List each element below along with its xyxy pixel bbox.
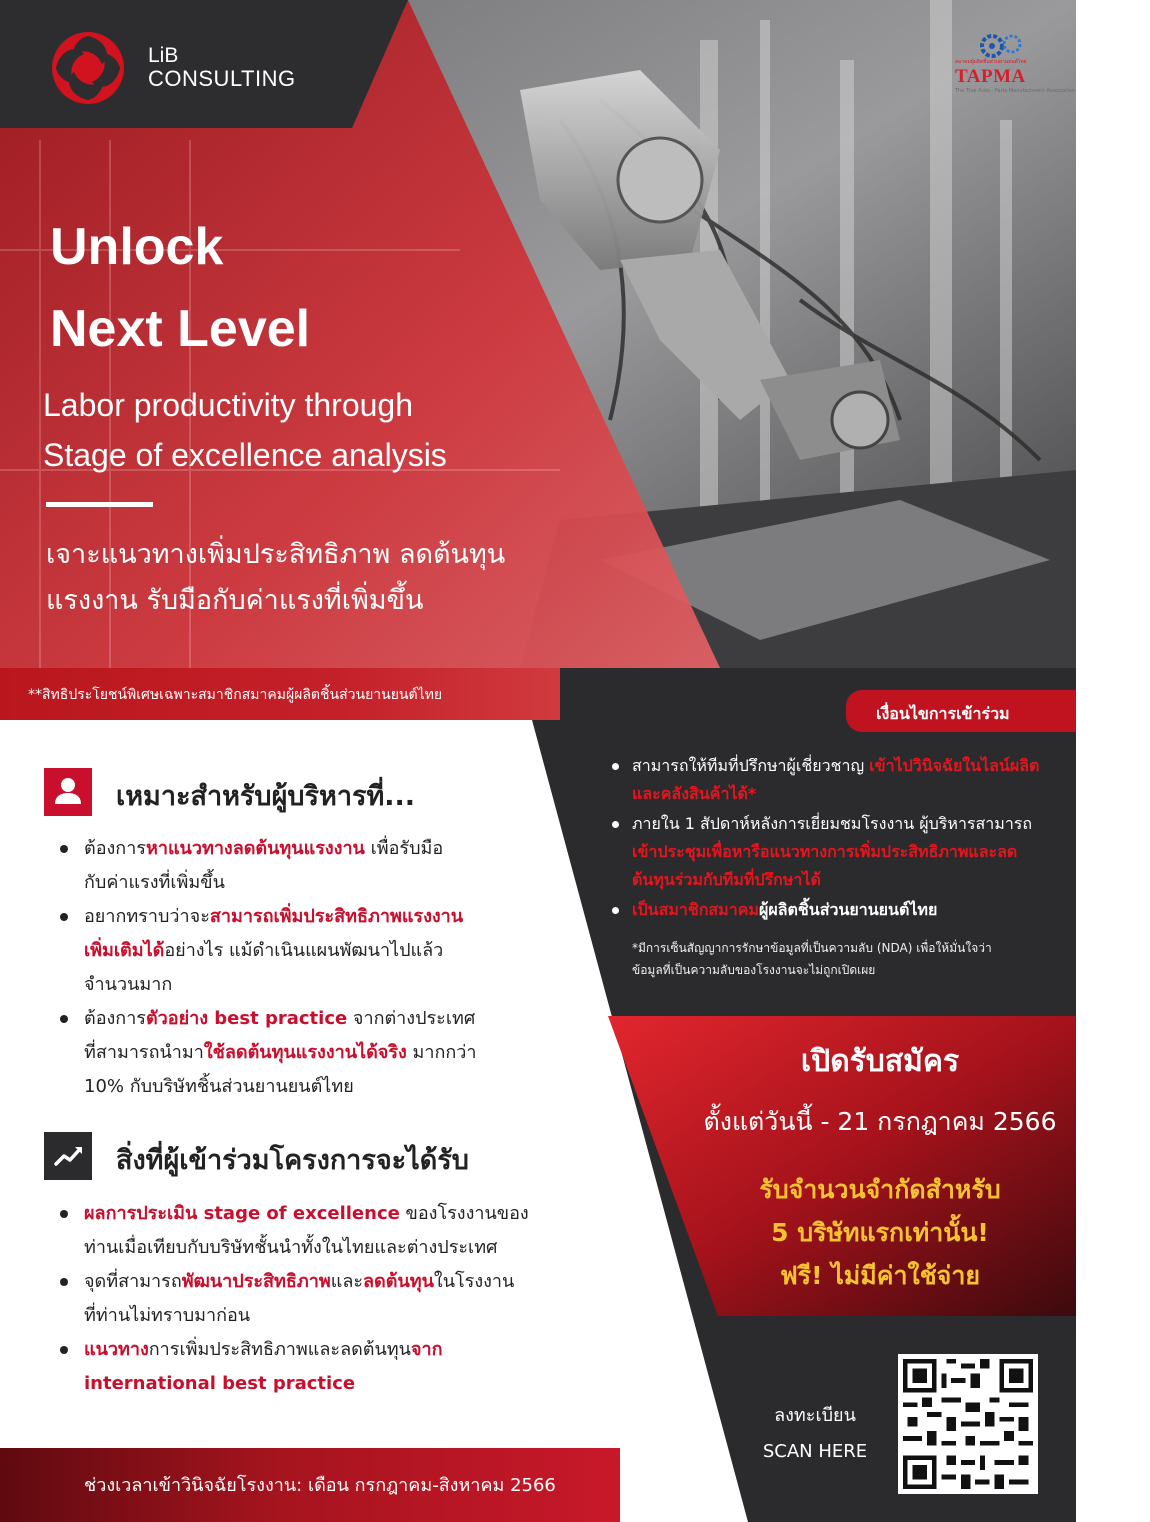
list-item: ภายใน 1 สัปดาห์หลังการเยี่ยมชมโรงงาน ผู้บริหารสามารถเข้าประชุมเพื่อหารือแนวทางการเพิ่มประสิทธิภาพและลดต้นทุนร่วมกับทีมที่ปรึกษาได้ [610, 810, 1050, 894]
registration-date: ตั้งแต่วันนี้ - 21 กรกฎาคม 2566 [703, 1107, 1057, 1136]
list-item: ผลการประเมิน stage of excellence ของโรงงานของ ท่านเมื่อเทียบกับบริษัทชั้นนำทั้งในไทยและต่างประเทศ [58, 1197, 628, 1265]
subheadline [43, 380, 447, 480]
thai-tagline-line-1: เจาะแนวทางเพิ่มประสิทธิภาพ ลดต้นทุน [46, 539, 506, 570]
divider [46, 502, 153, 507]
suitable-section-title: เหมาะสำหรับผู้บริหารที่... [116, 781, 416, 812]
tapma-wordmark: TAPMA [955, 66, 1026, 87]
swirl-logo-icon [50, 30, 126, 106]
brand-line-1: LiB [148, 44, 179, 68]
scan-label: ลงทะเบียน SCAN HERE [762, 1405, 868, 1462]
trend-up-icon [44, 1132, 92, 1180]
list-item: สามารถให้ทีมที่ปรึกษาผู้เชี่ยวชาญ เข้าไปวินิจฉัยในไลน์ผลิตและคลังสินค้าได้* [610, 752, 1050, 808]
list-item: ต้องการตัวอย่าง best practice จากต่างประเทศ ที่สามารถนำมาใช้ลดต้นทุนแรงงานได้จริง มากกว่า 10% กับบริษัทชิ้นส่วนยานยนต์ไทย [58, 1002, 598, 1104]
brand-line-2: CONSULTING [148, 66, 296, 92]
footer-bar [0, 1448, 620, 1522]
thai-tagline [46, 532, 606, 624]
benefits-list [58, 1197, 628, 1401]
tapma-thai-name: สมาคมผู้ผลิตชิ้นส่วนยานยนต์ไทย [955, 59, 1027, 65]
conditions-label-text: เงื่อนไขการเข้าร่วม [876, 704, 1010, 723]
benefits-section-title: สิ่งที่ผู้เข้าร่วมโครงการจะได้รับ [116, 1145, 469, 1176]
suitable-list [58, 832, 598, 1104]
registration-title: เปิดรับสมัคร [800, 1044, 960, 1079]
list-item: แนวทางการเพิ่มประสิทธิภาพและลดต้นทุนจาก international best practice [58, 1333, 628, 1401]
list-item: เป็นสมาชิกสมาคมผู้ผลิตชิ้นส่วนยานยนต์ไทย [610, 896, 1050, 924]
member-benefit-note: **สิทธิประโยชน์พิเศษเฉพาะสมาชิกสมาคมผู้ผลิตชิ้นส่วนยานยนต์ไทย [28, 687, 443, 703]
hero-banner [0, 0, 1076, 668]
qr-code-icon[interactable] [898, 1354, 1038, 1494]
conditions-list [610, 752, 1050, 926]
subhead-line-2: Stage of excellence analysis [43, 437, 447, 473]
lib-consulting-logo [50, 30, 296, 106]
subhead-line-1: Labor productivity through [43, 387, 413, 423]
list-item: ต้องการหาแนวทางลดต้นทุนแรงงาน เพื่อรับมือ กับค่าแรงที่เพิ่มขึ้น [58, 832, 598, 900]
member-benefit-strip [0, 668, 560, 720]
headline-line-2: Next Level [50, 300, 311, 358]
footer-text: ช่วงเวลาเข้าวินิจฉัยโรงงาน: เดือน กรกฎาคม-สิงหาคม 2566 [84, 1475, 556, 1496]
list-item: อยากทราบว่าจะสามารถเพิ่มประสิทธิภาพแรงงาน เพิ่มเติมได้อย่างไร แม้ดำเนินแผนพัฒนาไปแล้ว จำนวนมาก [58, 900, 598, 1002]
tapma-english-name: The Thai Auto - Parts Manufacturers Association [955, 88, 1075, 94]
person-icon [44, 768, 92, 816]
thai-tagline-line-2: แรงงาน รับมือกับค่าแรงที่เพิ่มขึ้น [46, 585, 424, 616]
nda-note: *มีการเซ็นสัญญาการรักษาข้อมูลที่เป็นความลับ (NDA) เพื่อให้มั่นใจว่า ข้อมูลที่เป็นความลับของโรงงานจะไม่ถูกเปิดเผย [632, 941, 992, 977]
registration-offer: รับจำนวนจำกัดสำหรับ 5 บริษัทแรกเท่านั้น! ฟรี! ไม่มีค่าใช้จ่าย [759, 1175, 1001, 1290]
headline-line-1: Unlock [50, 218, 224, 276]
list-item: จุดที่สามารถพัฒนาประสิทธิภาพและลดต้นทุนในโรงงาน ที่ท่านไม่ทราบมาก่อน [58, 1265, 628, 1333]
conditions-label [846, 690, 1076, 732]
headline [50, 206, 310, 370]
